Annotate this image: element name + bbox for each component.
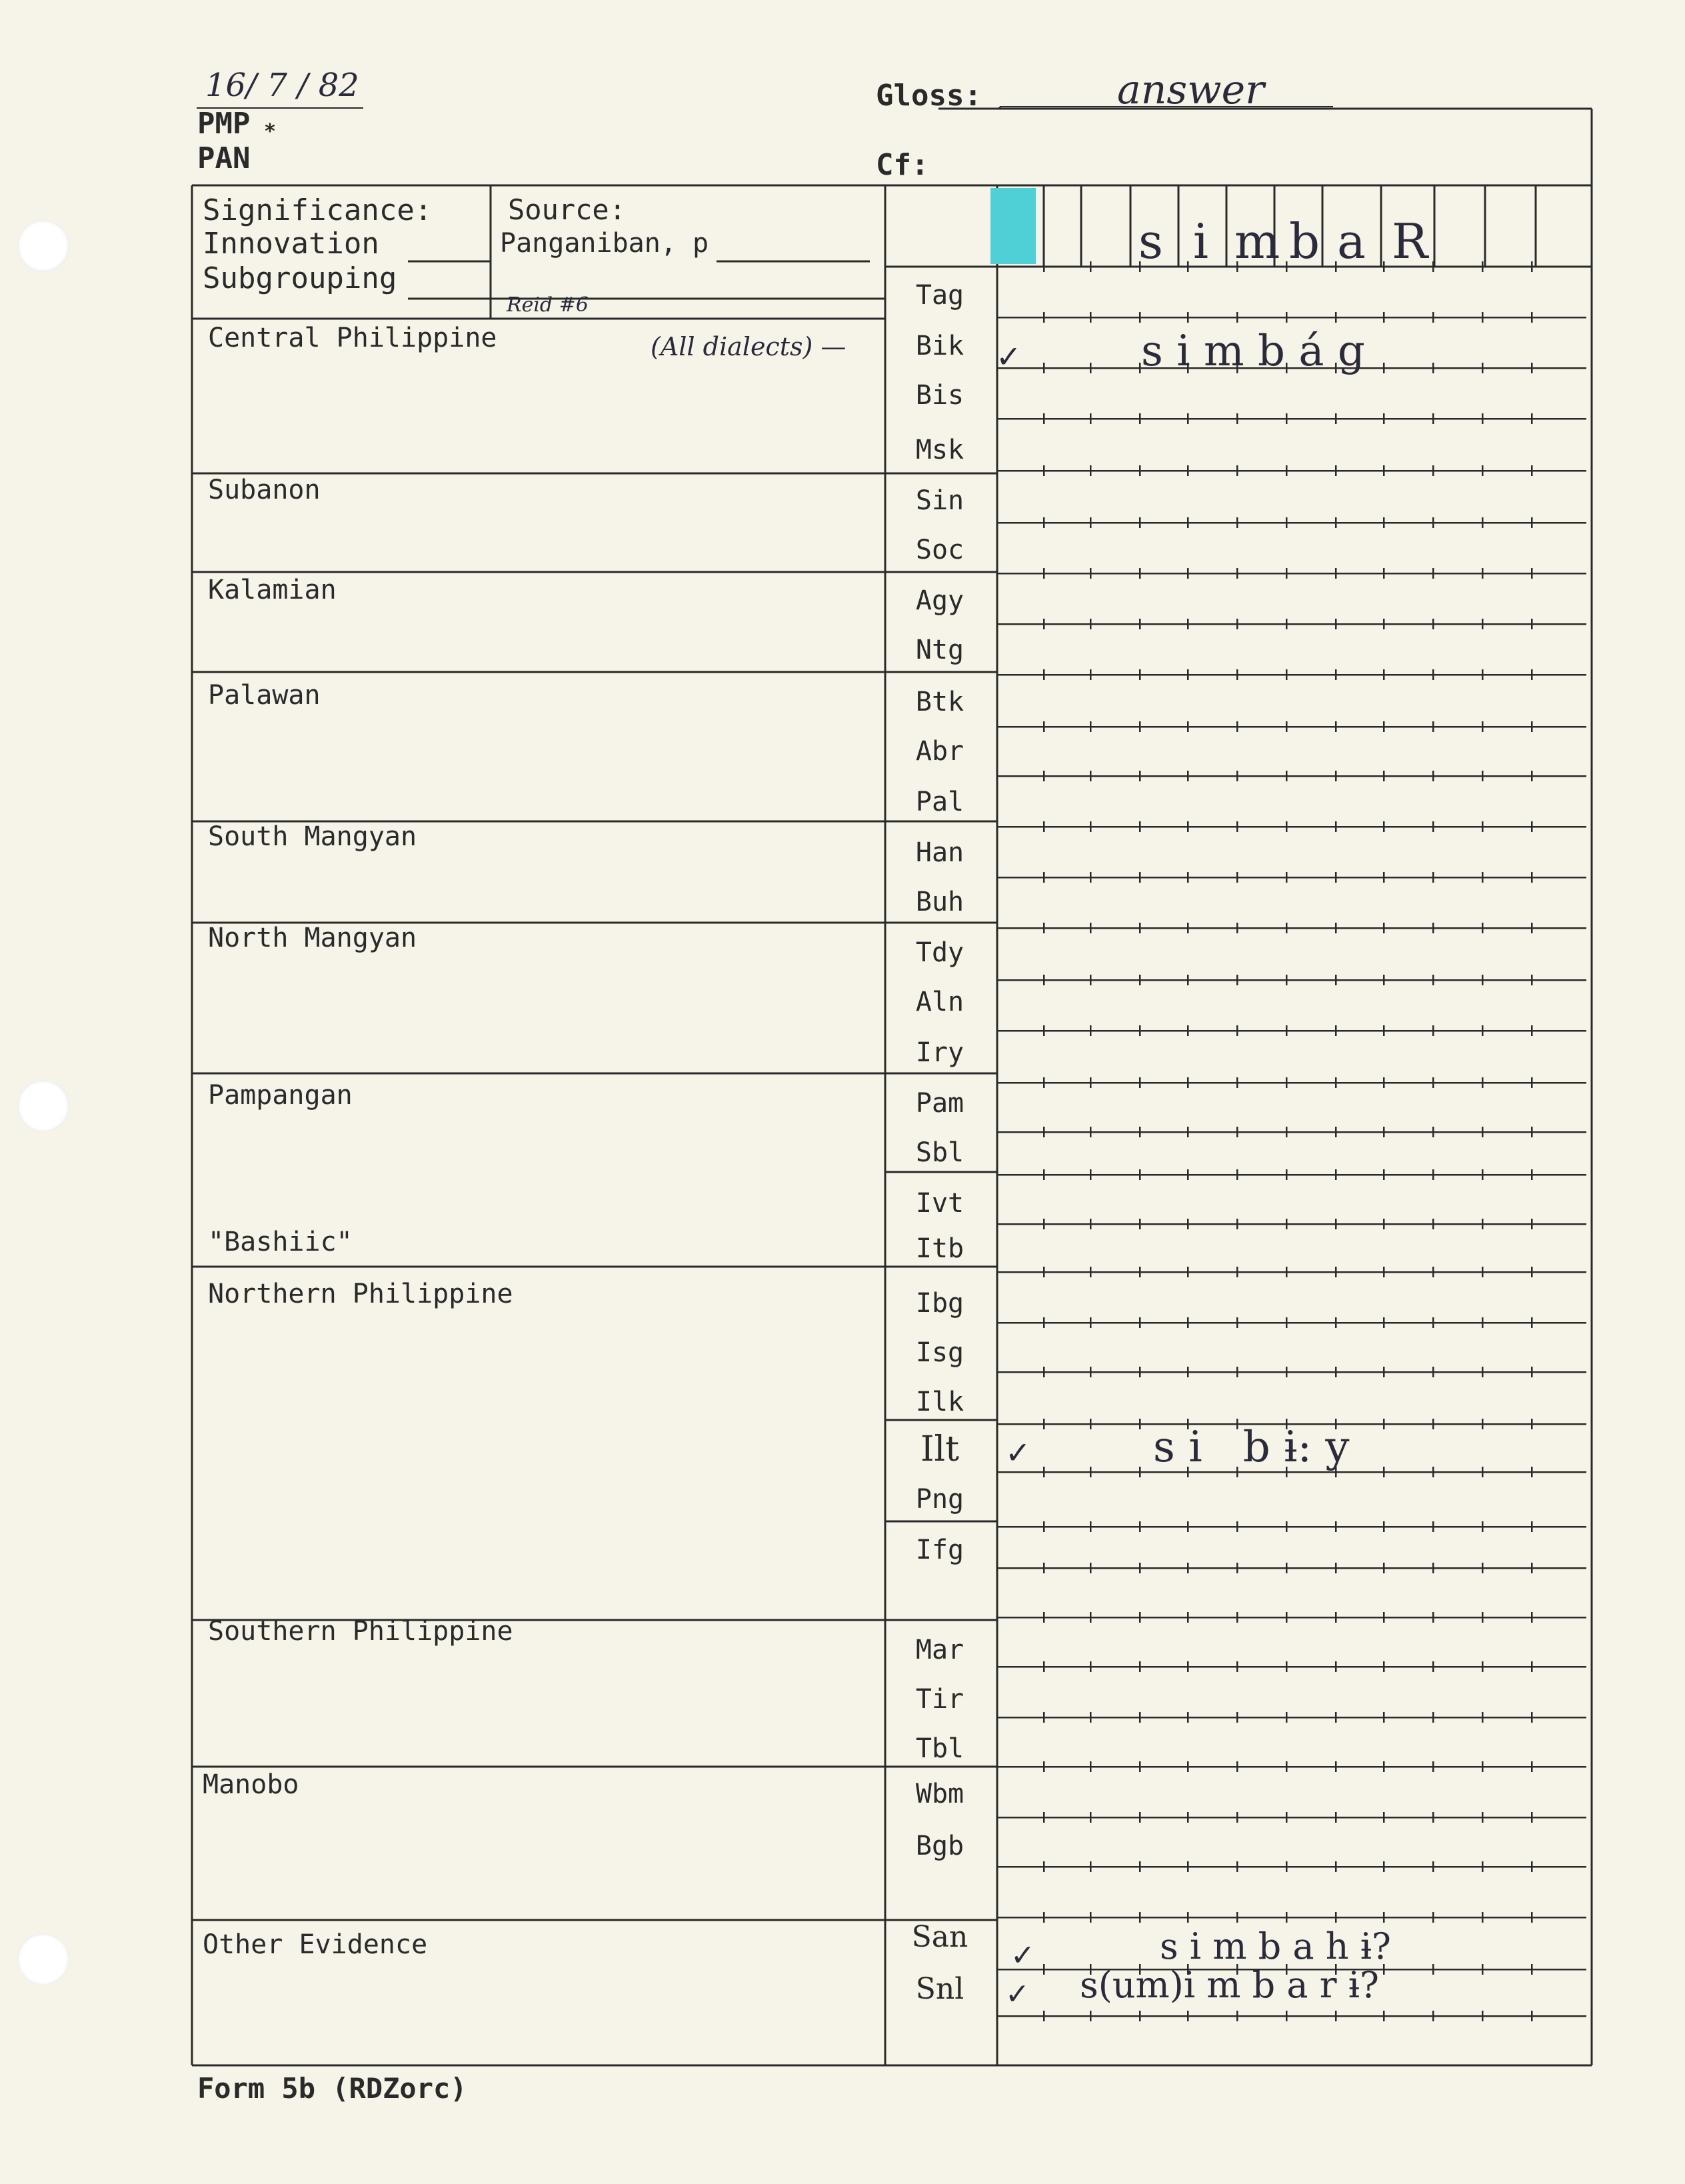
language-code-ilt: Ilt	[920, 1429, 960, 1469]
language-code-ivt: Ivt	[915, 1188, 964, 1219]
pmp-star-icon: *	[264, 120, 277, 143]
source-title: Source:	[508, 193, 627, 226]
language-code-mar: Mar	[915, 1635, 964, 1665]
cf-label: Cf:	[876, 148, 929, 182]
language-code-btk: Btk	[915, 687, 964, 717]
group-label: South Mangyan	[208, 821, 417, 852]
gloss-label: Gloss:	[876, 79, 982, 113]
language-code-aln: Aln	[915, 987, 964, 1017]
proto-letter: R	[1392, 213, 1428, 269]
highlight-cell	[990, 188, 1036, 264]
language-code-iry: Iry	[915, 1037, 964, 1068]
language-code-tbl: Tbl	[915, 1733, 964, 1764]
pan-label: PAN	[197, 141, 251, 175]
language-code-ibg: Ibg	[915, 1288, 964, 1319]
group-label: Kalamian	[208, 575, 337, 605]
proto-letter: s	[1138, 213, 1163, 269]
bik-check: ✓	[996, 339, 1022, 375]
language-code-sbl: Sbl	[915, 1137, 964, 1168]
language-code-bgb: Bgb	[915, 1831, 964, 1861]
snl-form: s(um)i m b a r ɨ?	[1080, 1964, 1379, 2006]
group-label: North Mangyan	[208, 923, 417, 953]
source-note: Reid #6	[507, 293, 589, 317]
language-code-buh: Buh	[915, 887, 964, 917]
group-label: Palawan	[208, 680, 321, 711]
group-label: Northern Philippine	[208, 1279, 513, 1309]
san-check: ✓	[1010, 1939, 1035, 1973]
snl-check: ✓	[1005, 1977, 1030, 2011]
dialect-note: (All dialects) —	[651, 332, 846, 361]
language-code-han: Han	[915, 837, 964, 868]
language-code-isg: Isg	[915, 1337, 964, 1368]
ilt-form: s i b ɨ: y	[1153, 1423, 1350, 1472]
language-code-soc: Soc	[915, 535, 964, 565]
proto-letter: i	[1193, 213, 1209, 269]
language-code-agy: Agy	[915, 585, 964, 616]
language-code-tag: Tag	[915, 280, 964, 311]
bik-form: s i m b á g	[1141, 327, 1365, 376]
language-code-ntg: Ntg	[915, 635, 964, 665]
group-label: Other Evidence	[203, 1929, 428, 1960]
language-code-ifg: Ifg	[915, 1535, 964, 1565]
language-code-pam: Pam	[915, 1088, 964, 1119]
language-code-wbm: Wbm	[915, 1779, 964, 1809]
language-code-msk: Msk	[915, 435, 964, 465]
group-label: Southern Philippine	[208, 1616, 513, 1647]
language-code-png: Png	[915, 1484, 964, 1515]
source-text: Panganiban, p	[500, 228, 709, 259]
significance-title: Significance:	[203, 193, 433, 227]
date: 16/ 7 / 82	[205, 67, 359, 104]
group-label: Manobo	[203, 1769, 299, 1800]
language-code-ilk: Ilk	[915, 1387, 964, 1417]
language-code-itb: Itb	[915, 1233, 964, 1264]
language-code-tdy: Tdy	[915, 937, 964, 968]
language-code-sin: Sin	[915, 485, 964, 516]
language-code-bis: Bis	[915, 380, 964, 411]
language-code-pal: Pal	[915, 787, 964, 817]
group-label: Subanon	[208, 475, 321, 505]
language-code-bik: Bik	[915, 331, 964, 361]
language-code-tir: Tir	[915, 1684, 964, 1715]
group-label: Pampangan	[208, 1080, 353, 1111]
san-form: s i m b a h ɨ?	[1160, 1925, 1391, 1967]
proto-letter: b	[1289, 213, 1320, 269]
footer-label: Form 5b (RDZorc)	[197, 2072, 467, 2105]
innovation-label: Innovation	[203, 227, 379, 261]
pmp-label: PMP	[197, 107, 251, 141]
group-label: "Bashiic"	[208, 1227, 353, 1257]
language-code-abr: Abr	[915, 736, 964, 767]
subgrouping-label: Subgrouping	[203, 261, 397, 295]
gloss-value: answer	[1117, 67, 1264, 113]
language-code-snl: Snl	[915, 1972, 964, 2006]
proto-letter: a	[1337, 213, 1366, 269]
ilt-check: ✓	[1005, 1435, 1031, 1471]
proto-letter: m	[1234, 213, 1280, 269]
group-label: Central Philippine	[208, 323, 497, 353]
language-code-san: San	[911, 1920, 968, 1954]
